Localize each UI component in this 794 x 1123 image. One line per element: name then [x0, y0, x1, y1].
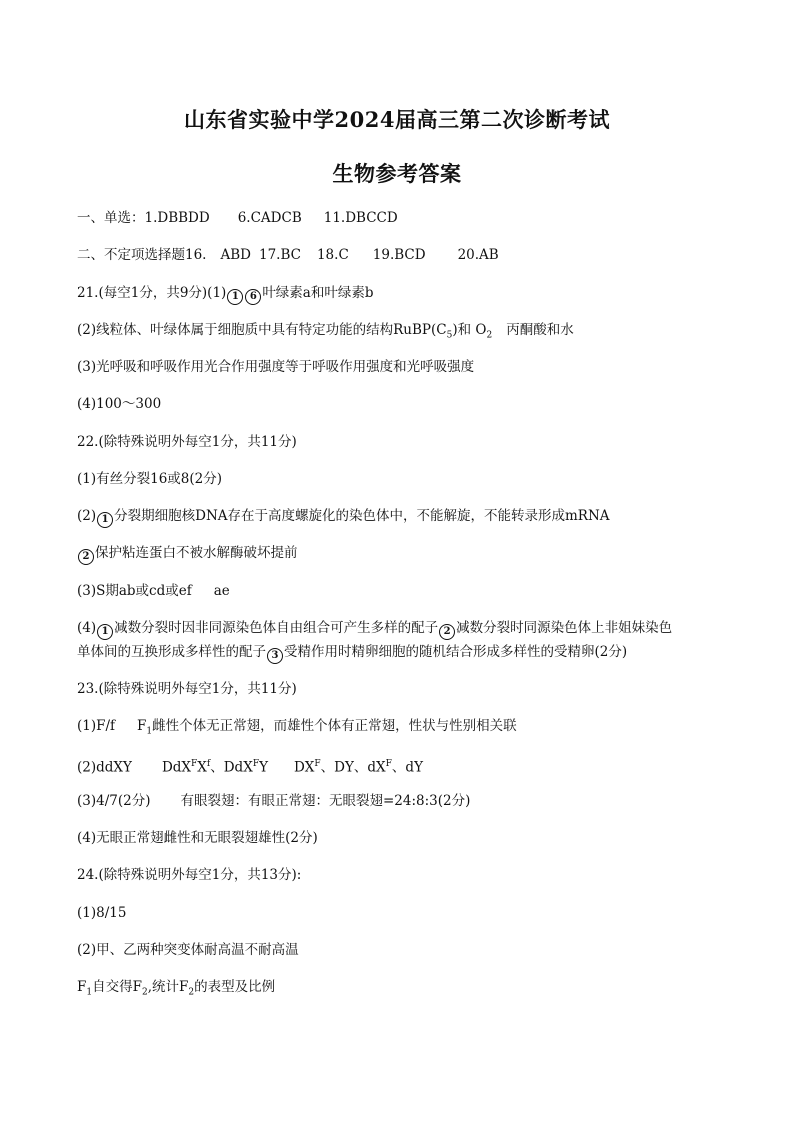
text: 丙酮酸和水: [506, 322, 574, 338]
q24-line-2: (2)甲、乙两种突变体耐高温不耐高温: [77, 942, 299, 958]
subscript: 2: [141, 987, 148, 998]
text: 单体间的互换形成多样性的配子: [77, 644, 266, 660]
text: DdX: [161, 759, 192, 776]
answer-group: 6.CADCB: [237, 210, 302, 226]
text: )和 O: [452, 322, 487, 338]
superscript: f: [206, 759, 211, 769]
q22-line-2: [77, 507, 724, 528]
text: 叶绿素a和叶绿素b: [262, 285, 374, 301]
text: 、dY: [391, 759, 423, 776]
q22-heading: 22.(除特殊说明外每空1分，共11分): [77, 434, 297, 450]
superscript: F: [252, 759, 260, 769]
answer-number: 16.: [185, 247, 207, 263]
q23-line-1: [77, 717, 724, 741]
q21-line-2: [77, 321, 724, 345]
text: 的表型及比例: [194, 979, 276, 995]
q22-line-6: [77, 643, 724, 664]
superscript: F: [314, 759, 321, 769]
q23-line-2: [77, 755, 724, 777]
q22-line-1: (1)有丝分裂16或8(2分): [77, 471, 223, 487]
superscript: F: [385, 759, 392, 769]
circled-number: 1: [97, 624, 113, 640]
q23-line-3: [77, 792, 724, 810]
text: F: [137, 718, 147, 734]
q22-line-5: [77, 619, 724, 640]
text: ae: [213, 583, 230, 599]
answer-group: 1.DBBDD: [144, 210, 210, 226]
text: 有眼裂翅：有眼正常翅：无眼裂翅=24:8:3(2分): [180, 793, 471, 809]
text: DX: [293, 759, 315, 776]
answer-group: ABD: [220, 247, 251, 263]
text: Y: [259, 759, 268, 776]
text: (3)4/7(2分): [77, 793, 151, 809]
text: (2)线粒体、叶绿体属于细胞质中具有特定功能的结构RuBP(C: [77, 322, 447, 338]
text: (4): [77, 620, 97, 636]
section-label: 二、不定项选择题: [77, 247, 185, 263]
superscript: F: [191, 759, 198, 769]
text: 自交得F: [92, 979, 142, 995]
text: 、DdX: [210, 759, 253, 776]
subscript: 1: [146, 726, 153, 737]
text: 减数分裂时同源染色体上非姐妹染色: [456, 620, 673, 636]
subscript: 2: [188, 987, 195, 998]
circled-number: 2: [78, 549, 94, 565]
text: X: [197, 759, 207, 776]
text: 分裂期细胞核DNA存在于高度螺旋化的染色体中，不能解旋，不能转录形成mRNA: [114, 508, 610, 524]
text: 21.(每空1分，共9分)(1): [77, 285, 227, 301]
text: (2)ddXY: [77, 759, 132, 776]
text: (2): [77, 508, 97, 524]
text: 、DY、dX: [320, 759, 386, 776]
q23-heading: 23.(除特殊说明外每空1分，共11分): [77, 681, 297, 697]
q24-heading: 24.(除特殊说明外每空1分，共13分):: [77, 867, 302, 883]
answer-group: 11.DBCCD: [323, 210, 398, 226]
text: 保护粘连蛋白不被水解酶破坏提前: [95, 545, 298, 561]
text: 雌性个体无正常翅，而雄性个体有正常翅，性状与性别相关联: [152, 718, 517, 734]
answer-group: 20.AB: [457, 247, 499, 263]
document-title: 山东省实验中学2024届高三第二次诊断考试: [184, 107, 610, 132]
text: 受精作用时精卵细胞的随机结合形成多样性的受精卵(2分): [284, 644, 628, 660]
q21-line-4: (4)100～300: [77, 396, 162, 412]
section-label: 一、单选：: [77, 210, 145, 226]
text: F: [77, 979, 87, 995]
circled-number: 3: [267, 648, 283, 664]
q23-line-4: (4)无眼正常翅雌性和无眼裂翅雄性(2分): [77, 830, 318, 846]
answer-group: 17.BC: [258, 247, 301, 263]
text: 减数分裂时因非同源染色体自由组合可产生多样的配子: [114, 620, 439, 636]
q24-line-3: [77, 978, 724, 1002]
document-subtitle: 生物参考答案: [332, 161, 462, 186]
subscript: 1: [86, 987, 93, 998]
text: (3)S期ab或cd或ef: [77, 583, 192, 599]
text: (1)F/f: [77, 718, 116, 734]
circled-number: 1: [227, 289, 243, 305]
subscript: 5: [446, 330, 453, 341]
single-choice-answers: [77, 209, 724, 227]
q24-line-1: (1)8/15: [77, 905, 127, 921]
text: ,统计F: [147, 979, 189, 995]
circled-number: 1: [97, 512, 113, 528]
answer-group: 19.BCD: [372, 247, 426, 263]
answer-group: 18.C: [316, 247, 349, 263]
q22-line-3: [77, 544, 724, 565]
q22-line-4: [77, 582, 724, 600]
subscript: 2: [486, 330, 493, 341]
multi-choice-answers: [77, 246, 724, 264]
q21-line-1: [77, 284, 724, 305]
circled-number: 2: [439, 624, 455, 640]
circled-number: 6: [245, 289, 261, 305]
q21-line-3: (3)光呼吸和呼吸作用光合作用强度等于呼吸作用强度和光呼吸强度: [77, 359, 475, 375]
